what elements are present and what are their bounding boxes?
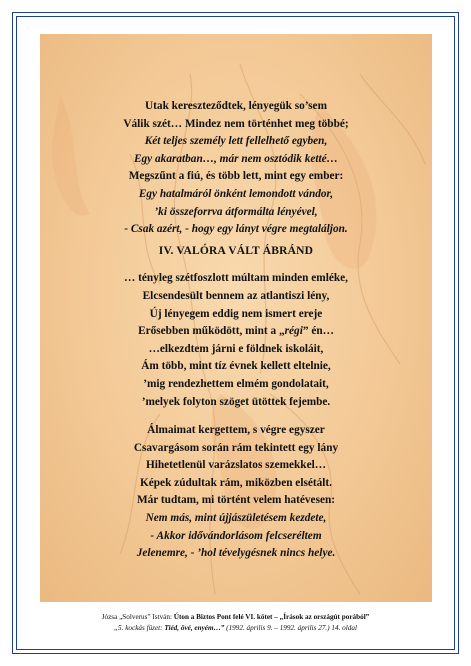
stanza2-line: ’mig rendezhettem elmém gondolatait, bbox=[143, 377, 329, 390]
footer-author: Józsa „Solverus” István: bbox=[101, 613, 174, 621]
footer-line-2 bbox=[0, 623, 471, 634]
stanza-gap bbox=[44, 411, 428, 422]
footer-notebook: „5. kockás füzet: bbox=[114, 624, 165, 632]
stanza2-line: Elcsendesült bennem az atlantiszi lény, bbox=[142, 289, 330, 302]
stanza3-line: Jelenemre, - ’hol tévelygésnek nincs helye. bbox=[136, 547, 336, 560]
stanza2-line: … tényleg szétfoszlott múltam minden emléke, bbox=[123, 272, 348, 285]
footer-page-info: (1992. április 9. – 1992. április 27.) 14. oldal bbox=[224, 624, 357, 632]
stanza2-line-start: Erősebben működött, mint a „ bbox=[138, 325, 285, 338]
stanza2-line bbox=[44, 323, 428, 341]
stanza1-line: Utak kereszteződtek, lényegük so’sem bbox=[145, 100, 327, 112]
stanza2-quoted-word: régi bbox=[284, 325, 303, 338]
stanza3-line: Képek zúdultak rám, miközben elsétált. bbox=[139, 476, 333, 489]
section-heading: IV. VALÓRA VÁLT ÁBRÁND bbox=[158, 244, 314, 257]
stanza3-line: - Akkor idővándorlásom felcseréltem bbox=[150, 529, 322, 542]
stanza3-line: Már tudtam, mi történt velem hatévesen: bbox=[136, 494, 336, 507]
stanza1-line: ’ki összeforrva átformálta lényével, bbox=[154, 205, 318, 218]
stanza3-line: Hihetetlenül varázslatos szemekkel… bbox=[145, 459, 327, 472]
footer-book-title: Úton a Biztos Pont felé VI. kötet – „Írások az országút porából” bbox=[173, 613, 370, 621]
stanza2-line: ’melyek folyton szöget ütöttek fejembe. bbox=[141, 395, 331, 408]
stanza3-line: Csavargásom során rám tekintett egy lány bbox=[133, 441, 339, 454]
stanza2-line-end: ” én… bbox=[302, 325, 334, 338]
stanza1-line: - Csak azért, - hogy egy lányt végre megtaláljon. bbox=[124, 223, 348, 236]
stanza2-line: Ám több, mint tíz évnek kellett eltelnie, bbox=[141, 360, 331, 373]
poem-text bbox=[44, 98, 428, 563]
stanza1-line: Egy akaratban…, már nem osztódik ketté… bbox=[134, 152, 338, 165]
stanza1-line: Megszűnt a fiú, és több lett, mint egy ember: bbox=[128, 170, 344, 183]
stanza1-line: Válik szét… Mindez nem történhet meg többé; bbox=[123, 117, 349, 130]
stanza1-line: Két teljes személy lett fellelhető egyben, bbox=[144, 135, 328, 148]
stanza3-line: Nem más, mint újjászületésem kezdete, bbox=[145, 512, 327, 525]
footer-subtitle: Tiéd, övé, enyém…” bbox=[164, 624, 225, 632]
page-footer bbox=[0, 612, 471, 634]
stanza2-line: …elkezdtem járni e földnek iskoláit, bbox=[148, 342, 324, 355]
footer-line-1 bbox=[0, 612, 471, 623]
stanza3-line: Álmaimat kergettem, s végre egyszer bbox=[147, 424, 325, 437]
stanza2-line: Új lényegem eddig nem ismert ereje bbox=[149, 307, 323, 320]
stanza1-line: Egy hatalmáról önként lemondott vándor, bbox=[138, 187, 334, 200]
